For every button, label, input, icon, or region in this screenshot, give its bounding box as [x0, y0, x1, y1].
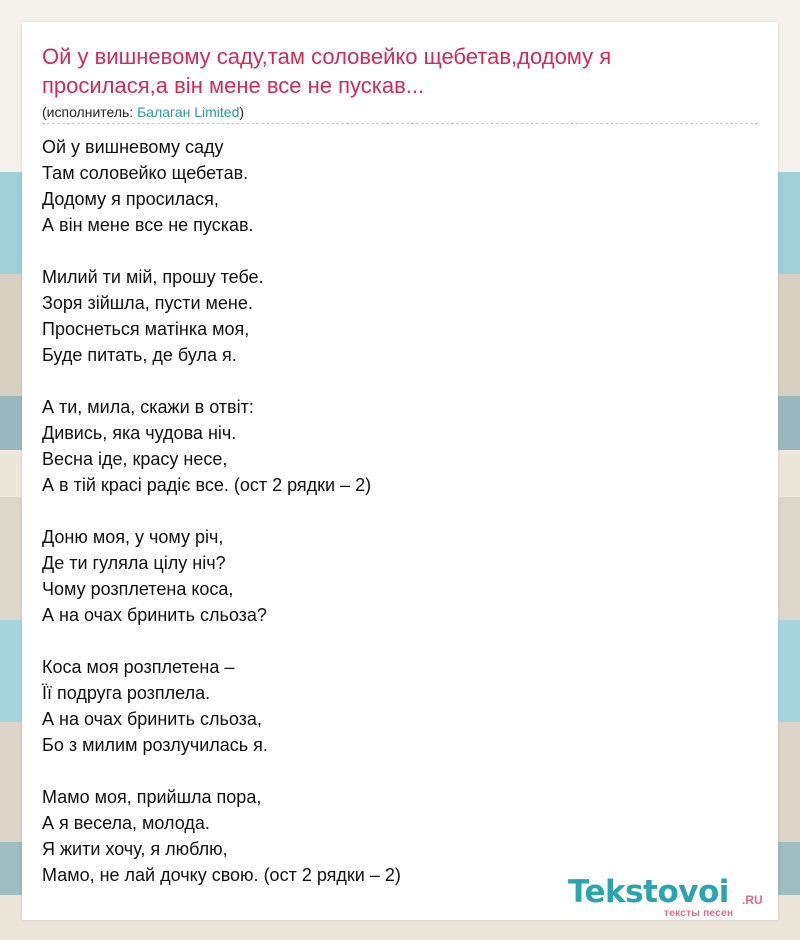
stanza — [42, 784, 758, 888]
lyric-line: Де ти гуляла цілу ніч? — [42, 553, 226, 573]
title-divider — [42, 123, 758, 124]
lyric-line: Чому розплетена коса, — [42, 579, 234, 599]
lyric-line: А на очах бринить сльоза? — [42, 605, 267, 625]
lyric-line: Дивись, яка чудова ніч. — [42, 423, 237, 443]
lyric-line: Я жити хочу, я люблю, — [42, 839, 228, 859]
artist-link[interactable]: Балаган Limited — [137, 104, 240, 120]
lyric-line: Доню моя, у чому річ, — [42, 527, 224, 547]
lyric-line: Милий ти мій, прошу тебе. — [42, 267, 264, 287]
artist-suffix: ) — [239, 104, 245, 120]
stanza — [42, 134, 758, 238]
logo-tagline: тексты песен — [664, 908, 734, 919]
lyric-line: Ой у вишневому саду — [42, 137, 224, 157]
lyric-line: А я весела, молода. — [42, 813, 210, 833]
lyric-line: Буде питать, де була я. — [42, 345, 237, 365]
lyric-line: А в тій красі радіє все. (ост 2 рядки – 2) — [42, 475, 372, 495]
lyrics-body — [42, 134, 758, 914]
song-title: Ой у вишневому саду,там соловейко щебетав,додому я просилася,а він мене все не пускав... — [42, 44, 612, 98]
artist-prefix: (исполнитель: — [42, 104, 138, 120]
lyric-line: Там соловейко щебетав. — [42, 163, 249, 183]
lyric-line: Коса моя розплетена – — [42, 657, 235, 677]
site-logo[interactable] — [568, 874, 778, 918]
lyric-line: Додому я просилася, — [42, 189, 219, 209]
lyric-line: Мамо моя, прийшла пора, — [42, 787, 262, 807]
lyrics-card — [22, 22, 778, 920]
lyric-line: Бо з милим розлучилась я. — [42, 735, 268, 755]
lyric-line: Мамо, не лай дочку свою. (ост 2 рядки – 2) — [42, 865, 401, 885]
stanza — [42, 264, 758, 368]
logo-wordmark: Tekstovoi — [568, 874, 729, 910]
stanza — [42, 524, 758, 628]
lyric-line: А він мене все не пускав. — [42, 215, 254, 235]
stanza — [42, 394, 758, 498]
lyric-line: Її подруга розплела. — [42, 683, 211, 703]
lyric-line: А ти, мила, скажи в отвіт: — [42, 397, 254, 417]
artist-line — [42, 103, 244, 121]
stanza — [42, 654, 758, 758]
logo-domain: .RU — [742, 893, 763, 907]
lyric-line: А на очах бринить сльоза, — [42, 709, 262, 729]
lyric-line: Проснеться матінка моя, — [42, 319, 250, 339]
lyric-line: Зоря зійшла, пусти мене. — [42, 293, 253, 313]
lyric-line: Весна іде, красу несе, — [42, 449, 228, 469]
